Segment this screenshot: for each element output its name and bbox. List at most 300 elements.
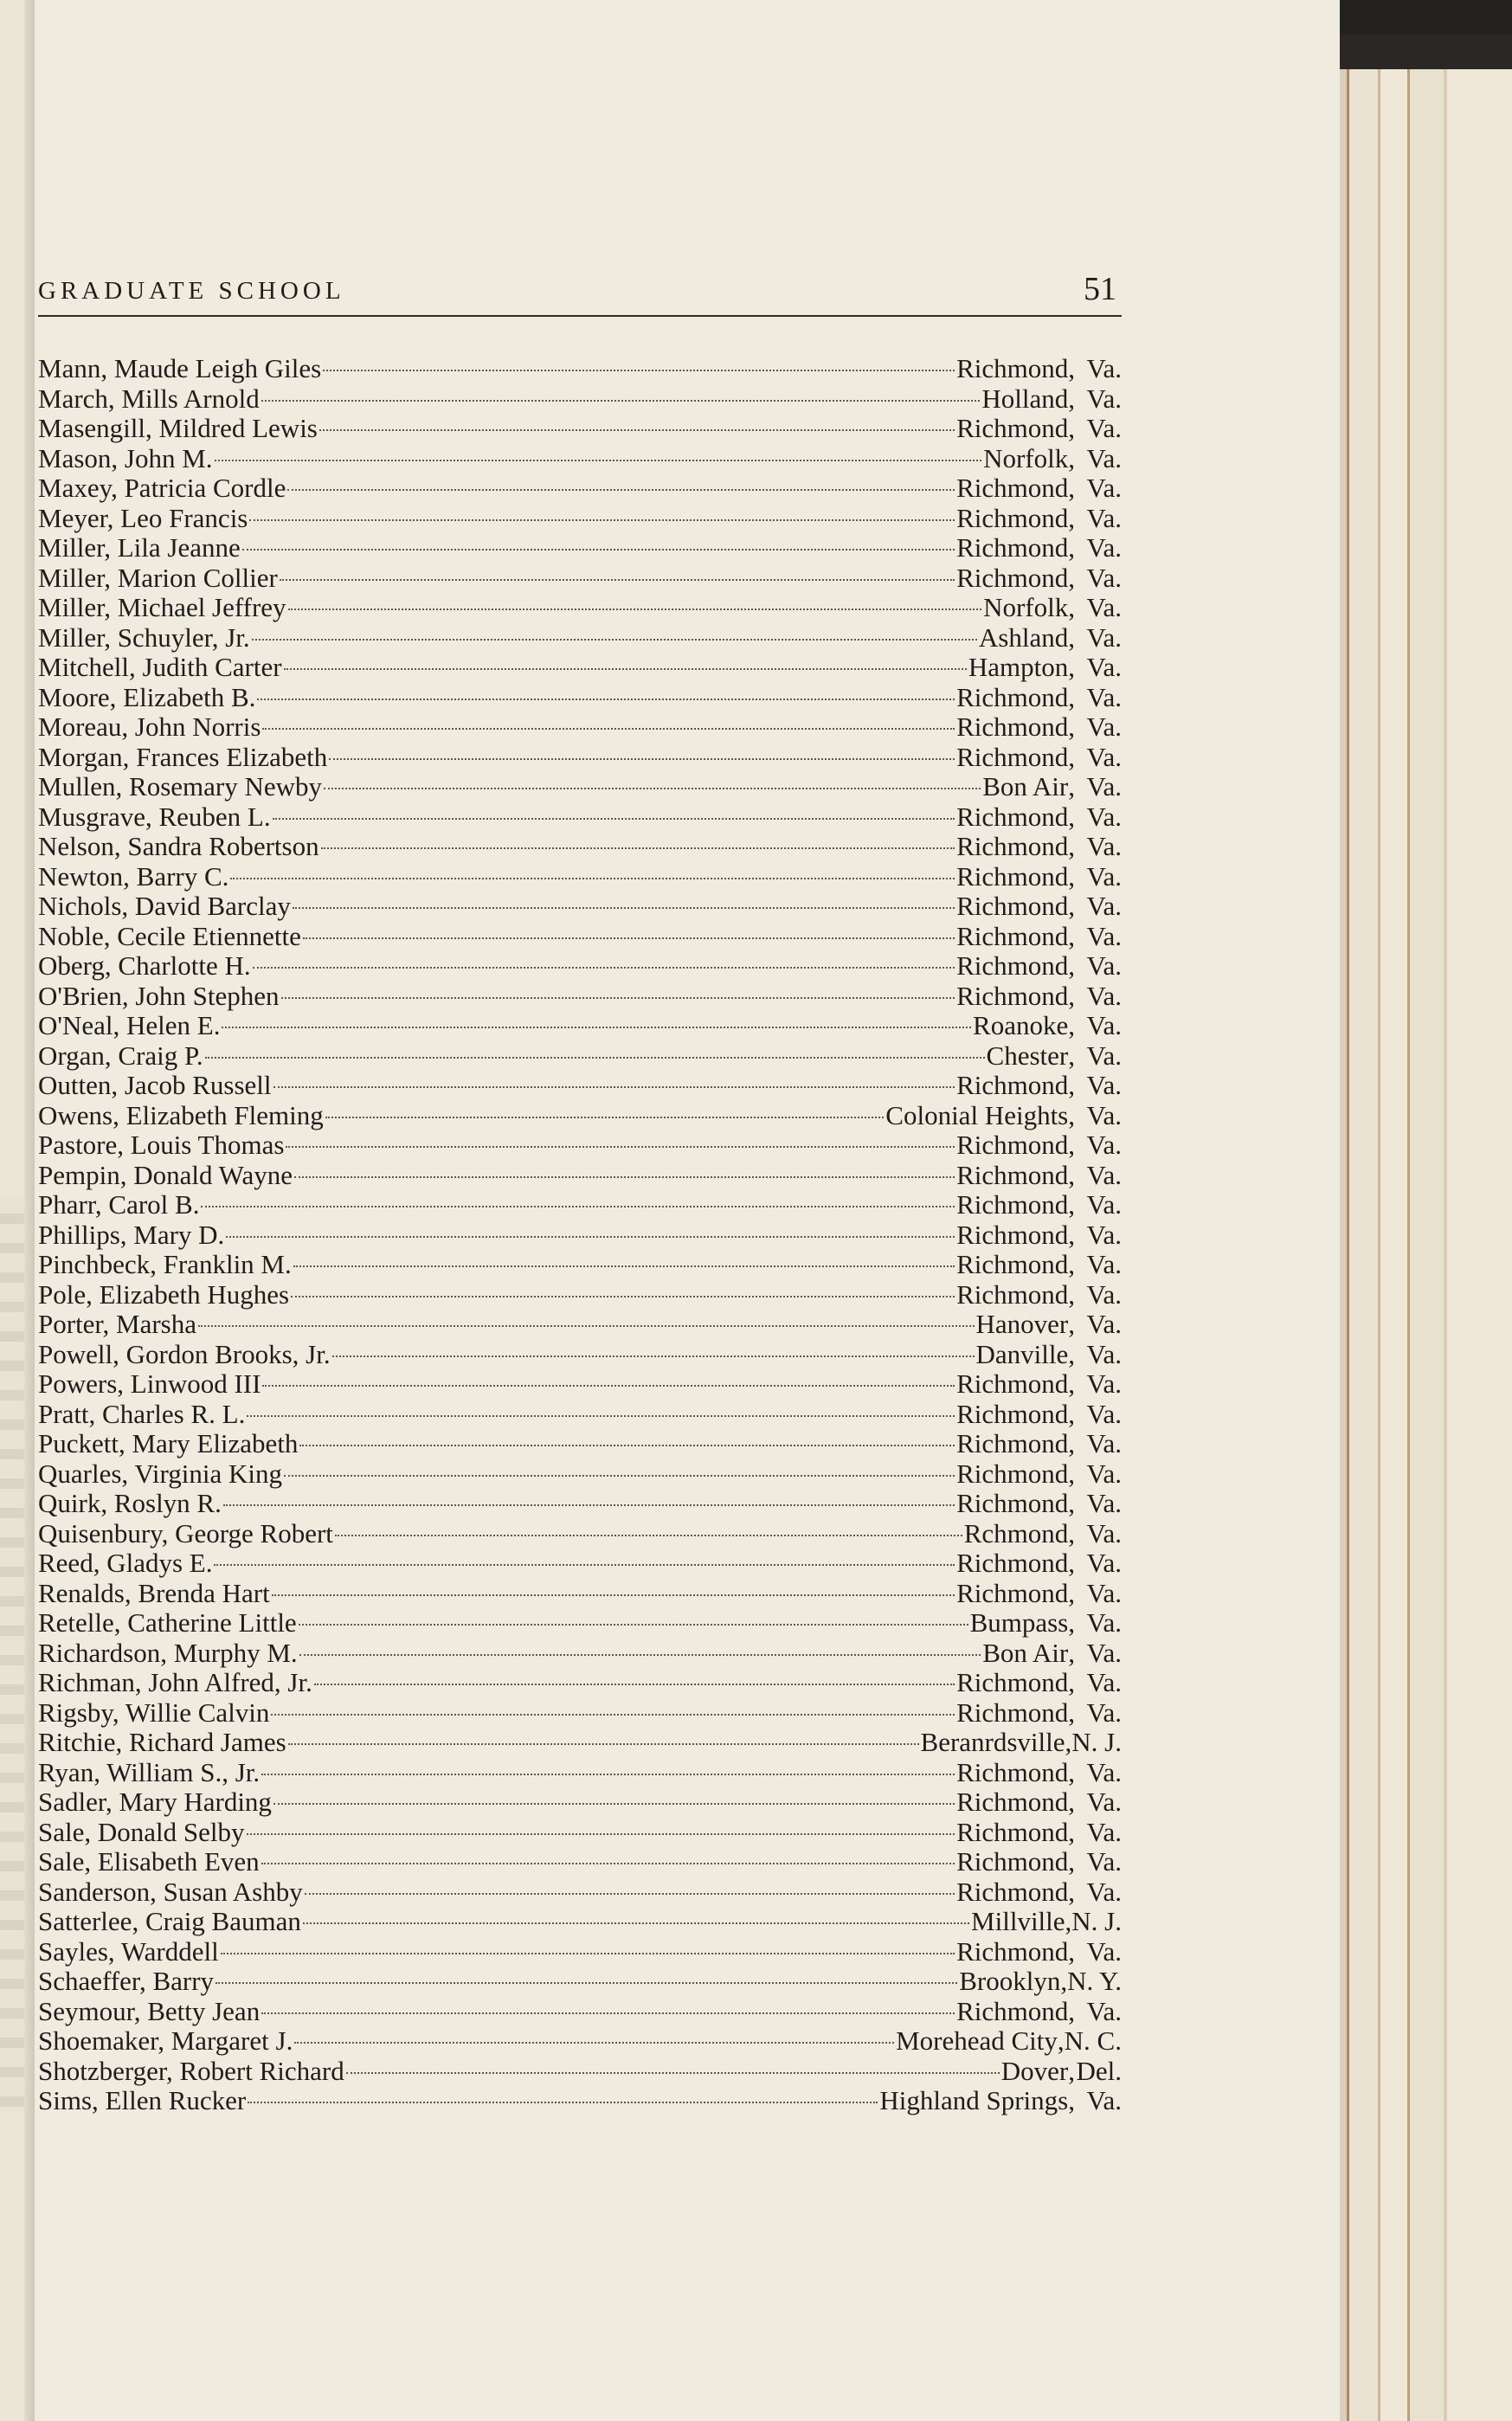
directory-entry bbox=[38, 563, 1122, 594]
comma-separator: , bbox=[1068, 1249, 1075, 1279]
dot-leader bbox=[262, 728, 955, 730]
student-name: Oberg, Charlotte H. bbox=[38, 950, 251, 981]
directory-entry bbox=[38, 1728, 1122, 1758]
hometown: Richmond bbox=[956, 1488, 1069, 1518]
comma-separator: , bbox=[1068, 1995, 1075, 2026]
directory-entry bbox=[38, 473, 1122, 504]
dot-leader bbox=[299, 1654, 981, 1656]
hometown: Richmond bbox=[956, 1816, 1069, 1847]
dot-leader bbox=[261, 2012, 955, 2014]
dot-leader bbox=[223, 1504, 955, 1506]
comma-separator: , bbox=[1068, 1428, 1075, 1458]
hometown: Richmond bbox=[956, 353, 1069, 383]
directory-entry bbox=[38, 1101, 1122, 1131]
dot-leader bbox=[294, 1176, 955, 1178]
dot-leader bbox=[294, 2042, 894, 2044]
hometown: Richmond bbox=[956, 1070, 1069, 1100]
hometown: Beranrdsville bbox=[920, 1727, 1065, 1757]
student-name: Quarles, Virginia King bbox=[38, 1458, 282, 1489]
hometown: Richmond bbox=[956, 1548, 1069, 1578]
comma-separator: , bbox=[1068, 1756, 1075, 1787]
hometown: Bon Air bbox=[982, 771, 1069, 802]
dot-leader bbox=[230, 878, 955, 879]
directory-entry bbox=[38, 1549, 1122, 1579]
hometown: Richmond bbox=[956, 1876, 1069, 1907]
directory-entry bbox=[38, 1280, 1122, 1310]
comma-separator: , bbox=[1068, 1099, 1075, 1130]
directory-entry bbox=[38, 1519, 1122, 1549]
hometown: Richmond bbox=[956, 532, 1069, 563]
dot-leader bbox=[293, 907, 955, 909]
student-name: Phillips, Mary D. bbox=[38, 1219, 225, 1250]
directory-entry bbox=[38, 1340, 1122, 1370]
comma-separator: , bbox=[1060, 1966, 1068, 1996]
state-abbreviation: Va. bbox=[1086, 1577, 1122, 1608]
state-abbreviation: Va. bbox=[1086, 741, 1122, 772]
dot-leader bbox=[286, 1146, 955, 1148]
directory-entry bbox=[38, 1758, 1122, 1788]
hometown: Brooklyn bbox=[959, 1966, 1061, 1996]
student-name: Pratt, Charles R. L. bbox=[38, 1398, 246, 1429]
state-abbreviation: Va. bbox=[1086, 1189, 1122, 1220]
student-name: Porter, Marsha bbox=[38, 1309, 196, 1339]
state-abbreviation: Va. bbox=[1086, 1517, 1122, 1549]
state-abbreviation: Va. bbox=[1086, 1398, 1122, 1429]
student-name: Musgrave, Reuben L. bbox=[38, 801, 271, 832]
student-name: Reed, Gladys E. bbox=[38, 1548, 213, 1578]
student-name: Pastore, Louis Thomas bbox=[38, 1130, 285, 1160]
comma-separator: , bbox=[1068, 442, 1075, 473]
directory-entry bbox=[38, 1489, 1122, 1519]
comma-separator: , bbox=[1068, 801, 1075, 832]
directory-entry bbox=[38, 1071, 1122, 1101]
comma-separator: , bbox=[1068, 2085, 1075, 2115]
directory-entry bbox=[38, 444, 1122, 474]
directory-entry bbox=[38, 2086, 1122, 2116]
state-abbreviation: Va. bbox=[1086, 1756, 1122, 1787]
comma-separator: , bbox=[1068, 891, 1075, 921]
student-name: Shotzberger, Robert Richard bbox=[38, 2055, 344, 2086]
hometown: Millville bbox=[971, 1906, 1065, 1936]
directory-entry bbox=[38, 1698, 1122, 1729]
hometown: Richmond bbox=[956, 1458, 1069, 1489]
dot-leader bbox=[299, 1445, 955, 1446]
page-stack-shadow bbox=[1340, 35, 1512, 69]
hometown: Richmond bbox=[956, 1219, 1069, 1250]
state-abbreviation: Va. bbox=[1086, 891, 1122, 921]
directory-entry bbox=[38, 653, 1122, 683]
comma-separator: , bbox=[1068, 2055, 1075, 2086]
directory-entry bbox=[38, 1220, 1122, 1251]
directory-entry bbox=[38, 1310, 1122, 1340]
dot-leader bbox=[201, 1206, 955, 1207]
hometown: Richmond bbox=[956, 1249, 1069, 1279]
directory-entry bbox=[38, 743, 1122, 773]
directory-entry bbox=[38, 384, 1122, 415]
hometown: Richmond bbox=[956, 413, 1069, 443]
student-name: Shoemaker, Margaret J. bbox=[38, 2025, 293, 2056]
directory-entry bbox=[38, 1041, 1122, 1072]
directory-entry bbox=[38, 712, 1122, 743]
dot-leader bbox=[215, 460, 982, 461]
hometown: Richmond bbox=[956, 1398, 1069, 1429]
state-abbreviation: N. J. bbox=[1071, 1727, 1122, 1757]
comma-separator: , bbox=[1068, 502, 1075, 533]
comma-separator: , bbox=[1068, 1846, 1075, 1877]
student-name: Morgan, Frances Elizabeth bbox=[38, 741, 328, 772]
hometown: Norfolk bbox=[983, 442, 1069, 473]
dot-leader bbox=[314, 1684, 955, 1685]
state-abbreviation: N. Y. bbox=[1067, 1966, 1122, 1996]
page-number: 51 bbox=[1084, 271, 1116, 307]
student-name: Nelson, Sandra Robertson bbox=[38, 831, 319, 861]
student-name: Powers, Linwood III bbox=[38, 1368, 261, 1399]
directory-entry bbox=[38, 1429, 1122, 1459]
hometown: Richmond bbox=[956, 681, 1069, 712]
state-abbreviation: Va. bbox=[1086, 1070, 1122, 1100]
directory-entry bbox=[38, 414, 1122, 444]
hometown: Richmond bbox=[956, 1278, 1069, 1310]
hometown: Ashland bbox=[978, 621, 1069, 653]
state-abbreviation: Va. bbox=[1086, 1667, 1122, 1697]
student-name: Sayles, Warddell bbox=[38, 1935, 219, 1967]
hometown: Richmond bbox=[956, 1189, 1069, 1220]
dot-leader bbox=[303, 937, 955, 939]
state-abbreviation: Va. bbox=[1086, 980, 1122, 1011]
section-title: GRADUATE SCHOOL bbox=[38, 277, 345, 305]
dot-leader bbox=[261, 1863, 955, 1864]
comma-separator: , bbox=[1068, 920, 1075, 951]
student-name: Sale, Elisabeth Even bbox=[38, 1846, 260, 1877]
hometown: Richmond bbox=[956, 1667, 1069, 1697]
student-name: Outten, Jacob Russell bbox=[38, 1070, 272, 1100]
directory-entry bbox=[38, 832, 1122, 862]
state-abbreviation: Va. bbox=[1086, 1368, 1122, 1399]
hometown: Colonial Heights bbox=[885, 1099, 1069, 1130]
hometown: Richmond bbox=[956, 1428, 1069, 1458]
student-name: Moore, Elizabeth B. bbox=[38, 681, 256, 712]
directory-entry bbox=[38, 1459, 1122, 1490]
comma-separator: , bbox=[1068, 1309, 1075, 1339]
state-abbreviation: Va. bbox=[1086, 801, 1122, 832]
comma-separator: , bbox=[1068, 1338, 1075, 1369]
hometown: Norfolk bbox=[983, 592, 1069, 622]
hometown: Holland bbox=[981, 383, 1069, 414]
comma-separator: , bbox=[1068, 1667, 1075, 1697]
comma-separator: , bbox=[1068, 1398, 1075, 1429]
dot-leader bbox=[273, 1086, 955, 1088]
state-abbreviation: Va. bbox=[1086, 1309, 1122, 1339]
student-name: O'Brien, John Stephen bbox=[38, 980, 280, 1011]
directory-entry bbox=[38, 1579, 1122, 1609]
dot-leader bbox=[293, 1265, 955, 1267]
student-name: Sanderson, Susan Ashby bbox=[38, 1876, 303, 1907]
state-abbreviation: Va. bbox=[1086, 413, 1122, 443]
state-abbreviation: Va. bbox=[1086, 1697, 1122, 1728]
dot-leader bbox=[262, 1385, 955, 1387]
dot-leader bbox=[261, 1774, 955, 1775]
student-name: Noble, Cecile Etiennette bbox=[38, 920, 301, 951]
comma-separator: , bbox=[1068, 532, 1075, 563]
comma-separator: , bbox=[1068, 711, 1075, 742]
hometown: Richmond bbox=[956, 1846, 1069, 1877]
directory-entry bbox=[38, 1400, 1122, 1430]
dot-leader bbox=[305, 1893, 955, 1895]
hometown: Richmond bbox=[956, 1368, 1069, 1399]
state-abbreviation: Va. bbox=[1086, 1219, 1122, 1250]
dot-leader bbox=[198, 1325, 975, 1327]
student-name: Miller, Lila Jeanne bbox=[38, 532, 241, 563]
comma-separator: , bbox=[1068, 1517, 1075, 1549]
comma-separator: , bbox=[1068, 681, 1075, 712]
state-abbreviation: Va. bbox=[1086, 1846, 1122, 1877]
dot-leader bbox=[248, 2102, 878, 2103]
comma-separator: , bbox=[1068, 741, 1075, 772]
state-abbreviation: Va. bbox=[1086, 920, 1122, 951]
hometown: Richmond bbox=[956, 801, 1069, 832]
dot-leader bbox=[216, 1982, 957, 1984]
comma-separator: , bbox=[1068, 1488, 1075, 1518]
running-head bbox=[38, 271, 1122, 317]
directory-entry bbox=[38, 1877, 1122, 1908]
state-abbreviation: Del. bbox=[1076, 2055, 1122, 2086]
comma-separator: , bbox=[1068, 1607, 1075, 1638]
comma-separator: , bbox=[1068, 1368, 1075, 1399]
directory-entry bbox=[38, 2026, 1122, 2057]
student-name: Richman, John Alfred, Jr. bbox=[38, 1667, 312, 1697]
dot-leader bbox=[323, 370, 955, 371]
comma-separator: , bbox=[1068, 1458, 1075, 1489]
hometown: Richmond bbox=[956, 502, 1069, 533]
directory-entry bbox=[38, 1787, 1122, 1818]
student-name: Meyer, Leo Francis bbox=[38, 502, 248, 533]
dot-leader bbox=[288, 1743, 919, 1745]
comma-separator: , bbox=[1068, 473, 1075, 503]
student-name: March, Mills Arnold bbox=[38, 383, 260, 414]
dot-leader bbox=[299, 1624, 968, 1626]
directory-entry bbox=[38, 2057, 1122, 2087]
state-abbreviation: Va. bbox=[1086, 1458, 1122, 1489]
comma-separator: , bbox=[1068, 353, 1075, 383]
directory-entry bbox=[38, 1190, 1122, 1220]
dot-leader bbox=[332, 1355, 975, 1357]
comma-separator: , bbox=[1068, 1935, 1075, 1967]
directory-entry bbox=[38, 1907, 1122, 1937]
state-abbreviation: Va. bbox=[1086, 1278, 1122, 1310]
state-abbreviation: Va. bbox=[1086, 1935, 1122, 1967]
state-abbreviation: Va. bbox=[1086, 1607, 1122, 1638]
comma-separator: , bbox=[1068, 413, 1075, 443]
dot-leader bbox=[252, 639, 977, 641]
state-abbreviation: Va. bbox=[1086, 532, 1122, 563]
state-abbreviation: Va. bbox=[1086, 1428, 1122, 1458]
state-abbreviation: Va. bbox=[1086, 1876, 1122, 1907]
hometown: Richmond bbox=[956, 950, 1069, 981]
student-name: Retelle, Catherine Little bbox=[38, 1607, 297, 1638]
hometown: Richmond bbox=[956, 1159, 1069, 1190]
student-name: Sims, Ellen Rucker bbox=[38, 2085, 247, 2115]
comma-separator: , bbox=[1068, 1159, 1075, 1190]
hometown: Richmond bbox=[956, 1130, 1069, 1160]
dot-leader bbox=[321, 847, 955, 849]
comma-separator: , bbox=[1068, 980, 1075, 1011]
student-name: Quirk, Roslyn R. bbox=[38, 1488, 222, 1518]
dot-leader bbox=[249, 519, 955, 521]
comma-separator: , bbox=[1068, 771, 1075, 802]
state-abbreviation: Va. bbox=[1086, 592, 1122, 622]
state-abbreviation: Va. bbox=[1086, 1040, 1122, 1071]
state-abbreviation: Va. bbox=[1086, 1099, 1122, 1130]
student-name: Miller, Michael Jeffrey bbox=[38, 592, 286, 622]
hometown: Richmond bbox=[956, 1756, 1069, 1787]
comma-separator: , bbox=[1068, 1130, 1075, 1160]
student-name: O'Neal, Helen E. bbox=[38, 1010, 221, 1040]
student-name: Pharr, Carol B. bbox=[38, 1189, 200, 1220]
comma-separator: , bbox=[1065, 1906, 1072, 1936]
student-name: Mann, Maude Leigh Giles bbox=[38, 353, 322, 383]
state-abbreviation: Va. bbox=[1086, 711, 1122, 742]
hometown: Richmond bbox=[956, 473, 1069, 503]
hometown: Richmond bbox=[956, 920, 1069, 951]
dot-leader bbox=[324, 788, 981, 789]
directory-entry bbox=[38, 951, 1122, 982]
dot-leader bbox=[319, 429, 955, 431]
student-name: Mason, John M. bbox=[38, 442, 213, 473]
hometown: Morehead City bbox=[896, 2025, 1058, 2056]
comma-separator: , bbox=[1068, 1577, 1075, 1608]
directory-entry bbox=[38, 1847, 1122, 1877]
student-name: Ryan, William S., Jr. bbox=[38, 1756, 261, 1787]
comma-separator: , bbox=[1068, 1637, 1075, 1668]
directory-entry bbox=[38, 683, 1122, 713]
directory-entry bbox=[38, 862, 1122, 892]
state-abbreviation: Va. bbox=[1086, 1488, 1122, 1518]
dot-leader bbox=[247, 1833, 955, 1835]
comma-separator: , bbox=[1057, 2025, 1065, 2056]
hometown: Rchmond bbox=[963, 1517, 1069, 1549]
comma-separator: , bbox=[1068, 860, 1075, 892]
comma-separator: , bbox=[1068, 950, 1075, 981]
student-name: Maxey, Patricia Cordle bbox=[38, 473, 286, 503]
student-name: Miller, Schuyler, Jr. bbox=[38, 621, 250, 653]
student-name: Organ, Craig P. bbox=[38, 1040, 203, 1071]
dot-leader bbox=[346, 2072, 1000, 2074]
comma-separator: , bbox=[1068, 1010, 1075, 1040]
directory-entry bbox=[38, 593, 1122, 623]
state-abbreviation: Va. bbox=[1086, 652, 1122, 682]
hometown: Highland Springs bbox=[879, 2085, 1069, 2115]
state-abbreviation: Va. bbox=[1086, 383, 1122, 414]
student-name: Moreau, John Norris bbox=[38, 711, 261, 742]
student-name: Owens, Elizabeth Fleming bbox=[38, 1099, 324, 1130]
state-abbreviation: Va. bbox=[1086, 1159, 1122, 1190]
comma-separator: , bbox=[1068, 621, 1075, 653]
hometown: Roanoke bbox=[973, 1010, 1069, 1040]
hometown: Richmond bbox=[956, 891, 1069, 921]
dot-leader bbox=[221, 1953, 955, 1954]
comma-separator: , bbox=[1068, 1040, 1075, 1071]
directory-entry bbox=[38, 772, 1122, 802]
dot-leader bbox=[226, 1236, 955, 1238]
directory-entry bbox=[38, 1818, 1122, 1848]
state-abbreviation: Va. bbox=[1086, 681, 1122, 712]
dot-leader bbox=[329, 758, 955, 760]
dot-leader bbox=[284, 668, 967, 670]
comma-separator: , bbox=[1068, 1070, 1075, 1100]
directory-entry bbox=[38, 1997, 1122, 2027]
state-abbreviation: Va. bbox=[1086, 562, 1122, 593]
state-abbreviation: Va. bbox=[1086, 1130, 1122, 1160]
state-abbreviation: Va. bbox=[1086, 1787, 1122, 1817]
state-abbreviation: Va. bbox=[1086, 2085, 1122, 2115]
student-name: Sadler, Mary Harding bbox=[38, 1787, 272, 1817]
directory-entry bbox=[38, 922, 1122, 952]
directory-entry bbox=[38, 1639, 1122, 1669]
directory-entry bbox=[38, 1130, 1122, 1161]
student-name: Satterlee, Craig Bauman bbox=[38, 1906, 301, 1936]
directory-entry bbox=[38, 892, 1122, 922]
comma-separator: , bbox=[1068, 562, 1075, 593]
comma-separator: , bbox=[1068, 1787, 1075, 1817]
state-abbreviation: Va. bbox=[1086, 1637, 1122, 1668]
hometown: Richmond bbox=[956, 562, 1069, 593]
dot-leader bbox=[272, 1594, 955, 1596]
state-abbreviation: Va. bbox=[1086, 621, 1122, 653]
student-name: Puckett, Mary Elizabeth bbox=[38, 1428, 299, 1458]
dot-leader bbox=[257, 699, 955, 700]
directory-entry bbox=[38, 504, 1122, 534]
directory-entry bbox=[38, 1967, 1122, 1997]
directory-entry bbox=[38, 982, 1122, 1012]
comma-separator: , bbox=[1065, 1727, 1072, 1757]
hometown: Richmond bbox=[956, 1935, 1069, 1967]
dot-leader bbox=[242, 549, 955, 551]
previous-page-bleed-through bbox=[0, 1194, 24, 2112]
hometown: Bumpass bbox=[969, 1607, 1069, 1638]
dot-leader bbox=[325, 1117, 885, 1118]
state-abbreviation: Va. bbox=[1086, 771, 1122, 802]
dot-leader bbox=[280, 579, 955, 581]
comma-separator: , bbox=[1068, 1816, 1075, 1847]
student-directory-list bbox=[38, 354, 1122, 2116]
hometown: Richmond bbox=[956, 980, 1069, 1011]
student-name: Pempin, Donald Wayne bbox=[38, 1159, 293, 1190]
hometown: Richmond bbox=[956, 831, 1069, 861]
student-name: Masengill, Mildred Lewis bbox=[38, 413, 318, 443]
student-name: Powell, Gordon Brooks, Jr. bbox=[38, 1338, 331, 1369]
directory-entry bbox=[38, 1250, 1122, 1280]
dot-leader bbox=[273, 1803, 955, 1805]
directory-entry bbox=[38, 623, 1122, 654]
dot-leader bbox=[247, 1415, 955, 1417]
state-abbreviation: Va. bbox=[1086, 1010, 1122, 1040]
dot-leader bbox=[291, 1296, 955, 1297]
hometown: Richmond bbox=[956, 741, 1069, 772]
state-abbreviation: Va. bbox=[1086, 1249, 1122, 1279]
directory-entry bbox=[38, 1668, 1122, 1698]
hometown: Richmond bbox=[956, 860, 1069, 892]
hometown: Richmond bbox=[956, 711, 1069, 742]
comma-separator: , bbox=[1068, 1189, 1075, 1220]
state-abbreviation: Va. bbox=[1086, 860, 1122, 892]
student-name: Quisenbury, George Robert bbox=[38, 1517, 333, 1549]
dot-leader bbox=[284, 1475, 955, 1477]
hometown: Richmond bbox=[956, 1577, 1069, 1608]
comma-separator: , bbox=[1068, 831, 1075, 861]
student-name: Seymour, Betty Jean bbox=[38, 1995, 261, 2026]
directory-entry bbox=[38, 1369, 1122, 1400]
student-name: Miller, Marion Collier bbox=[38, 562, 278, 593]
